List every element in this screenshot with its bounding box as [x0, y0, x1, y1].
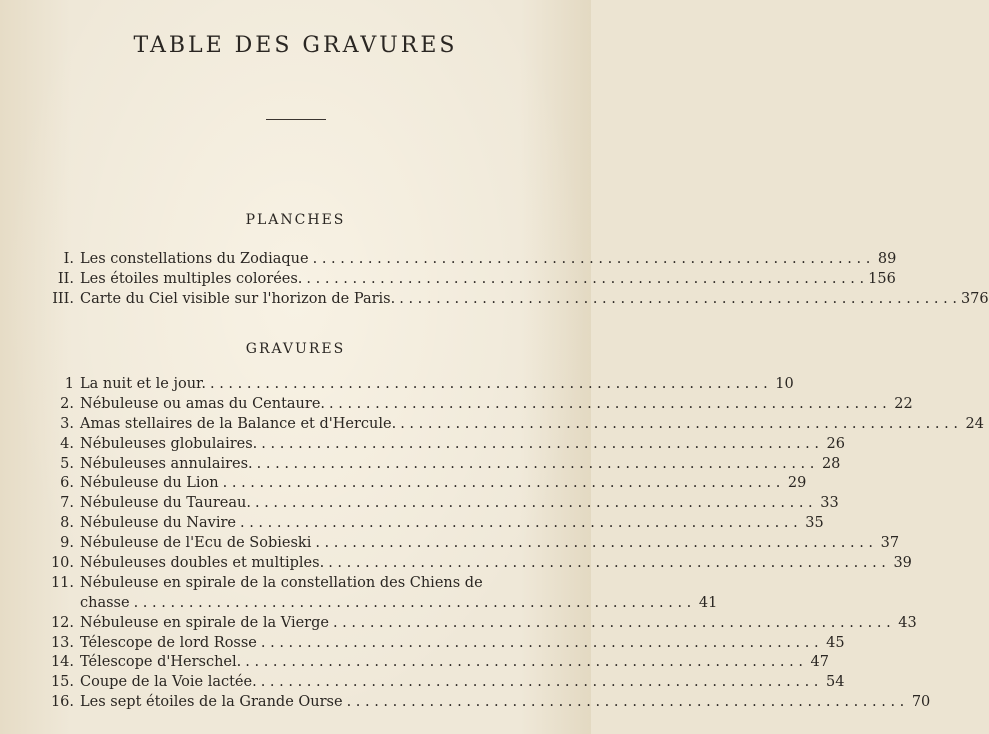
item-page: 33 [820, 495, 839, 512]
leader-dots [245, 654, 803, 670]
list-item [40, 435, 845, 456]
leader-dots [261, 674, 819, 690]
item-number: 15. [50, 674, 74, 691]
list-item [40, 495, 839, 515]
leader-dots [315, 535, 873, 551]
item-title: Nébuleuses globulaires. [80, 435, 258, 452]
list-item [40, 270, 896, 291]
item-page: 43 [898, 614, 917, 631]
item-page: 29 [787, 475, 807, 492]
item-title: Télescope de lord Rosse [80, 634, 257, 651]
leader-dots [257, 456, 815, 472]
item-page: 45 [826, 634, 845, 651]
item-title: Nébuleuse ou amas du Centaure. [80, 395, 326, 412]
item-title: Nébuleuse du Taureau. [80, 495, 251, 512]
item-page: 28 [821, 455, 841, 472]
item-number: 2. [60, 395, 74, 412]
item-title: Télescope d'Herschel. [80, 654, 242, 671]
item-title: Amas stellaires de la Balance et d'Hercule. [80, 415, 397, 432]
item-page: 156 [868, 270, 896, 287]
leader-dots [347, 694, 905, 710]
list-item [40, 555, 912, 575]
leader-dots [223, 475, 781, 491]
page-title: TABLE DES GRAVURES [133, 33, 458, 58]
leader-dots [400, 416, 958, 432]
item-page: 26 [826, 435, 845, 452]
item-title: Nébuleuse de l'Ecu de Sobieski [80, 535, 312, 552]
list-item [40, 674, 845, 694]
list-item [40, 455, 841, 476]
item-page: 37 [880, 535, 900, 552]
item-title: Nébuleuse en spirale de la constellation des Chiens de [80, 574, 483, 591]
item-title: Nébuleuses annulaires. [80, 455, 253, 472]
item-title: Nébuleuse en spirale de la Vierge [80, 614, 329, 631]
item-page: 54 [825, 674, 845, 691]
item-number: 8. [60, 515, 74, 532]
leader-dots [329, 396, 887, 412]
item-number: 1 [64, 376, 74, 392]
leader-dots [261, 635, 819, 651]
leader-dots [261, 436, 819, 452]
item-title: La nuit et le jour. [80, 376, 206, 392]
item-number: II. [57, 270, 74, 287]
item-title: Nébuleuse du Lion [80, 475, 219, 492]
list-item [40, 535, 900, 555]
leader-dots [255, 495, 813, 511]
list-item [40, 415, 984, 436]
item-page: 89 [877, 251, 897, 267]
item-title: Coupe de la Voie lactée. [80, 674, 257, 691]
leader-dots [328, 555, 886, 571]
leader-dots [333, 615, 891, 631]
item-title: Les sept étoiles de la Grande Ourse [80, 694, 343, 711]
item-number: 11. [50, 574, 74, 591]
item-title: Les constellations du Zodiaque [80, 251, 309, 267]
item-title-continued: chasse [80, 594, 130, 611]
item-number: 12. [50, 614, 74, 631]
leader-dots [210, 376, 768, 392]
leader-dots [240, 515, 798, 531]
item-page: 35 [805, 515, 824, 532]
list-item [40, 515, 824, 535]
list-item [40, 376, 794, 396]
planches-heading: PLANCHES [245, 212, 346, 228]
item-number: 9. [60, 535, 74, 552]
item-number: III. [52, 290, 74, 307]
list-item [40, 694, 931, 714]
list-item [40, 251, 897, 271]
item-number: I. [63, 251, 74, 267]
list-item [40, 634, 845, 655]
list-item [40, 475, 807, 495]
leader-dots [306, 271, 864, 287]
item-page: 70 [911, 694, 931, 711]
item-number: 3. [60, 415, 74, 432]
item-number: 16. [50, 694, 74, 711]
list-item [40, 654, 829, 674]
list-item [40, 290, 989, 311]
list-item [40, 395, 913, 416]
item-number: 4. [60, 435, 74, 452]
leader-dots [134, 595, 692, 611]
list-item-continuation [40, 594, 718, 615]
list-item [40, 575, 546, 595]
leader-dots [399, 291, 957, 307]
item-page: 10 [775, 376, 794, 392]
item-page: 39 [893, 555, 912, 572]
item-page: 41 [698, 594, 718, 611]
gravures-list [40, 376, 984, 714]
item-title: Carte du Ciel visible sur l'horizon de Paris. [80, 290, 396, 307]
item-title: Les étoiles multiples colorées. [80, 270, 303, 287]
gravures-heading: GRAVURES [245, 341, 346, 357]
item-title: Nébuleuses doubles et multiples. [80, 555, 325, 572]
planches-list [40, 251, 989, 311]
item-page: 22 [894, 395, 913, 412]
item-number: 5. [60, 455, 74, 472]
item-number: 14. [50, 654, 74, 671]
item-page: 47 [810, 654, 829, 671]
item-number: 10. [50, 555, 74, 572]
list-item [40, 614, 917, 635]
item-number: 13. [50, 634, 74, 651]
item-page: 376 [960, 290, 989, 307]
item-number: 7. [60, 495, 74, 512]
item-title: Nébuleuse du Navire [80, 515, 236, 532]
leader-dots [313, 251, 871, 267]
item-number: 6. [60, 475, 74, 492]
item-page: 24 [965, 415, 984, 432]
title-rule [266, 119, 326, 120]
